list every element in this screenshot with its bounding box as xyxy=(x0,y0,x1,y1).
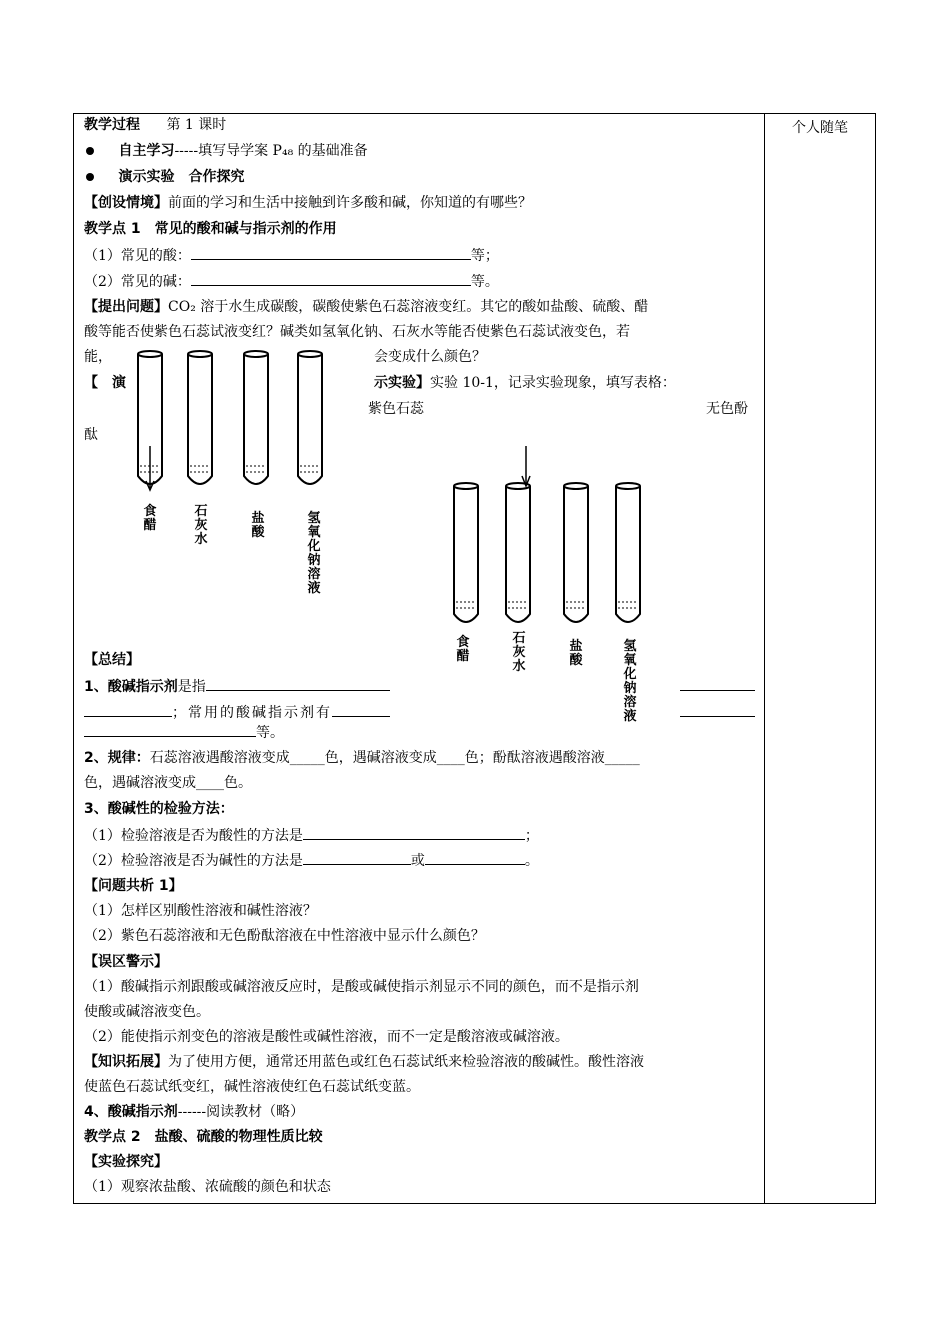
bases-line xyxy=(84,271,499,292)
base-test-blank-b[interactable] xyxy=(425,850,525,865)
lesson-number: 第 1 课时 xyxy=(166,117,227,133)
question-line-1 xyxy=(84,297,648,317)
summary-1-blank-e[interactable] xyxy=(680,716,755,717)
question-line-3a: 能， xyxy=(84,349,112,365)
extension-line-2: 使蓝色石蕊试纸变红，碱性溶液使红色石蕊试纸变蓝。 xyxy=(84,1079,420,1095)
warning-label: 【误区警示】 xyxy=(84,954,168,970)
summary-3-acid-line xyxy=(84,825,539,846)
acids-line xyxy=(84,245,499,266)
notes-column-header: 个人随笔 xyxy=(792,120,848,136)
bases-blank[interactable] xyxy=(191,271,471,286)
scenario-label: 【创设情境】 xyxy=(84,195,168,211)
tube-label-limewater: 石灰水 xyxy=(194,504,208,547)
self-study-text: -----填写导学案 P₄₈ 的基础准备 xyxy=(174,143,368,159)
summary-1-title: 1、酸碱指示剂 xyxy=(84,679,178,695)
summary-2-title: 2、规律： xyxy=(84,750,150,766)
analysis-q2: （2）紫色石蕊溶液和无色酚酞溶液在中性溶液中显示什么颜色？ xyxy=(84,928,485,944)
experiment-line xyxy=(374,373,676,393)
self-study-title: 自主学习 xyxy=(118,143,175,159)
explore-label: 【实验探究】 xyxy=(84,1154,168,1170)
summary-1-text: 是指 xyxy=(177,679,206,695)
bullet-icon xyxy=(86,147,94,155)
base-test-label: （2）检验溶液是否为碱性的方法是 xyxy=(84,853,303,869)
summary-label: 【总结】 xyxy=(84,652,140,668)
experiment-label-a: 【 演 xyxy=(84,375,126,391)
explore-item-1: （1）观察浓盐酸、浓硫酸的颜色和状态 xyxy=(84,1179,331,1195)
question-label: 【提出问题】 xyxy=(84,299,168,315)
extension-label: 【知识拓展】 xyxy=(84,1054,168,1070)
summary-2-text-1: 石蕊溶液遇酸溶液变成_____色，遇碱溶液变成____色；酚酞溶液遇酸溶液_____ xyxy=(149,750,640,766)
summary-1-blank-f[interactable] xyxy=(84,722,256,737)
summary-1-blank-b[interactable] xyxy=(680,690,755,691)
tube-label-vinegar-2: 食醋 xyxy=(456,635,470,664)
summary-3-title: 3、酸碱性的检验方法： xyxy=(84,801,234,817)
bullet-icon xyxy=(86,173,94,181)
point2-title: 教学点 2 盐酸、硫酸的物理性质比较 xyxy=(84,1129,323,1145)
acids-end: 等； xyxy=(470,248,499,264)
phenolphthalein-label-b: 酞 xyxy=(84,427,98,443)
extension-line-1 xyxy=(84,1052,644,1072)
test-tubes-set-2 xyxy=(440,446,660,636)
demo-title: 演示实验 合作探究 xyxy=(118,169,245,185)
summary-1-blank-c[interactable] xyxy=(84,702,172,717)
summary-1-blank-d[interactable] xyxy=(332,702,390,717)
scenario-text: 前面的学习和生活中接触到许多酸和碱，你知道的有哪些？ xyxy=(168,195,532,211)
question-line-3b: 会变成什么颜色？ xyxy=(374,349,486,365)
analysis-label: 【问题共析 1】 xyxy=(84,878,183,894)
question-text-1: CO₂ 溶于水生成碳酸，碳酸使紫色石蕊溶液变红。其它的酸如盐酸、硫酸、醋 xyxy=(168,299,649,315)
tube-label-limewater-2: 石灰水 xyxy=(512,631,526,674)
scenario-line xyxy=(84,193,532,213)
bases-end: 等。 xyxy=(470,274,499,290)
summary-2-line-2: 色，遇碱溶液变成____色。 xyxy=(84,775,252,791)
summary-1-line-2 xyxy=(84,702,390,723)
analysis-q1: （1）怎样区别酸性溶液和碱性溶液？ xyxy=(84,903,317,919)
extension-text-1: 为了使用方便，通常还用蓝色或红色石蕊试纸来检验溶液的酸碱性。酸性溶液 xyxy=(168,1054,644,1070)
base-test-blank-a[interactable] xyxy=(303,850,411,865)
acids-blank[interactable] xyxy=(191,245,471,260)
base-test-end: 。 xyxy=(524,853,539,869)
tube-label-naoh: 氢氧化钠溶液 xyxy=(307,511,321,596)
experiment-label-b: 示实验】 xyxy=(374,375,430,391)
section-4-title: 4、酸碱指示剂 xyxy=(84,1104,178,1120)
acid-test-end: ； xyxy=(524,828,539,844)
summary-2-line-1 xyxy=(84,748,640,768)
summary-1-blank-a[interactable] xyxy=(206,676,390,691)
tube-label-naoh-2: 氢氧化钠溶液 xyxy=(623,639,637,724)
warning-1b: 使酸或碱溶液变色。 xyxy=(84,1004,210,1020)
header-line xyxy=(84,115,226,135)
section-4-text: ------阅读教材（略） xyxy=(177,1104,305,1120)
bases-label: （2）常见的碱： xyxy=(84,274,191,290)
point1-title: 教学点 1 常见的酸和碱与指示剂的作用 xyxy=(84,221,337,237)
demo-line xyxy=(84,167,244,187)
tube-label-hcl-2: 盐酸 xyxy=(569,639,583,668)
section-title: 教学过程 xyxy=(84,117,140,133)
warning-1a: （1）酸碱指示剂跟酸或碱溶液反应时，是酸或碱使指示剂显示不同的颜色，而不是指示剂 xyxy=(84,979,639,995)
test-tubes-set-1 xyxy=(130,348,340,498)
summary-1-text-2: ；常用的酸碱指示剂有 xyxy=(172,705,332,721)
litmus-label: 紫色石蕊 xyxy=(368,401,424,417)
summary-3-base-line xyxy=(84,850,539,871)
section-4-line xyxy=(84,1102,304,1122)
summary-1-end: 等。 xyxy=(256,725,284,741)
summary-1-line xyxy=(84,676,390,697)
column-divider xyxy=(764,113,765,1204)
summary-1-line-3 xyxy=(84,722,284,743)
tube-label-hcl: 盐酸 xyxy=(251,511,265,540)
phenolphthalein-label-a: 无色酚 xyxy=(706,401,748,417)
acid-test-label: （1）检验溶液是否为酸性的方法是 xyxy=(84,828,303,844)
acids-label: （1）常见的酸： xyxy=(84,248,191,264)
acid-test-blank[interactable] xyxy=(303,825,525,840)
self-study-line xyxy=(84,141,368,161)
question-line-2: 酸等能否使紫色石蕊试液变红？碱类如氢氧化钠、石灰水等能否使紫色石蕊试液变色，若 xyxy=(84,324,630,340)
experiment-text: 实验 10-1，记录实验现象，填写表格： xyxy=(430,375,676,391)
tube-label-vinegar: 食醋 xyxy=(143,504,157,533)
base-test-or: 或 xyxy=(410,853,425,869)
warning-2: （2）能使指示剂变色的溶液是酸性或碱性溶液，而不一定是酸溶液或碱溶液。 xyxy=(84,1029,569,1045)
